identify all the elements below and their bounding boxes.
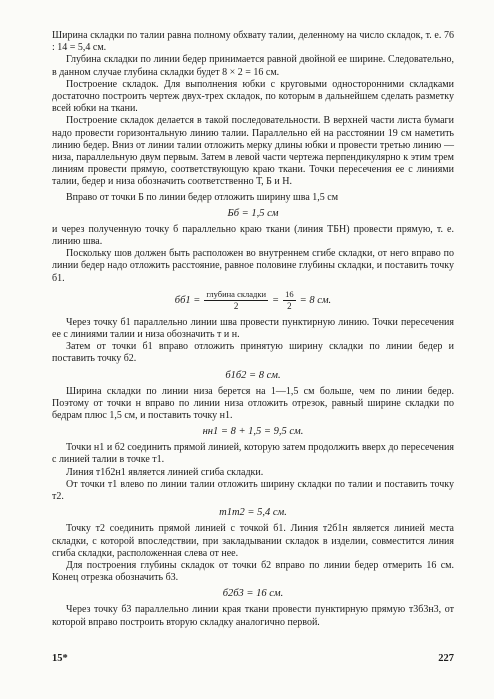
- page-footer: [52, 653, 454, 664]
- paragraph: От точки т1 влево по линии талии отложить ширину складки по талии и поставить точку т2.: [52, 478, 454, 503]
- formula-fraction: [52, 289, 454, 312]
- paragraph: Через точку б3 параллельно линии края ткани провести пунктирную прямую т3б3н3, от которой вправо построить вторую складку аналогично первой.: [52, 604, 454, 628]
- formula-equals: =: [272, 294, 280, 306]
- formula: Бб = 1,5 см: [227, 207, 279, 219]
- paragraph: Затем от точки б1 вправо отложить принятую ширину складки по линии бедер и поставить точку б2.: [52, 341, 454, 365]
- paragraph: Вправо от точки Б по линии бедер отложить ширину шва 1,5 см: [66, 191, 339, 203]
- paragraph: Ширина складки по линии низа берется на 1—1,5 см больше, чем по линии бедер. Поэтому от точки н вправо по линии низа отложить отрезок, равный ширине складки по бедрам плюс 1,5 см, и поставить точку н1.: [52, 385, 454, 422]
- paragraph: Построение складок. Для выполнения юбки с круговыми односторонними складками достаточно построить чертеж двух-трех складок, по которым в дальнейшем сделать разметку всей юбки на ткани.: [52, 78, 454, 115]
- paragraph: и через полученную точку б параллельно краю ткани (линия ТБН) провести прямую, т. е. линию шва.: [52, 223, 454, 248]
- formula-lhs: бб1 =: [174, 294, 201, 306]
- fraction: [283, 289, 296, 312]
- formula: б1б2 = 8 см.: [225, 369, 281, 381]
- fraction-denominator: 2: [233, 300, 239, 311]
- signature-mark: 15*: [52, 653, 68, 664]
- paragraph: Для построения глубины складок от точки б2 вправо по линии бедер отмерить 16 см. Конец отрезка обозначить б3.: [52, 559, 454, 584]
- fraction: [204, 289, 268, 312]
- fraction-numerator: глубина складки: [206, 288, 267, 299]
- paragraph: Ширина складки по талии равна полному обхвату талии, деленному на число складок, т. е. 76 : 14 = 5,4 см.: [52, 30, 454, 54]
- paragraph: Глубина складки по линии бедер принимается равной двойной ее ширине. Следовательно, в данном случае глубина складки будет 8 × 2 = 16 см.: [52, 54, 454, 78]
- formula: т1т2 = 5,4 см.: [219, 507, 287, 519]
- paragraph: Построение складок делается в такой последовательности. В верхней части листа бумаги надо провести горизонтальную линию талии. Параллельно ей на расстоянии 19 см наметить линию бедер. Вниз от линии талии отложить мерку длины юбки и провести третью линию — низа, параллельную двум первым. Затем в левой части чертежа перпендикулярно к этим трем линиям провести прямую, соответствующую краю ткани. Точки пересечения ее с линиями талии, бедер и низа обозначить соответственно Т, Б и Н.: [52, 115, 454, 188]
- formula: нн1 = 8 + 1,5 = 9,5 см.: [202, 426, 304, 438]
- paragraph: Точку т2 соединить прямой линией с точкой б1. Линия т2б1н является линией места складки, с которой впоследствии, при закладывании складок в изделии, совместится линия сгиба складки, расположенная слева от нее.: [52, 523, 454, 559]
- page-number: 227: [438, 653, 454, 664]
- paragraph: Линия т1б2н1 является линией сгиба складки.: [66, 466, 264, 478]
- formula: б2б3 = 16 см.: [222, 588, 284, 600]
- paragraph: Поскольку шов должен быть расположен во внутреннем сгибе складки, от него вправо по линии бедер надо отложить расстояние, равное половине глубины складки, и поставить точку б1.: [52, 248, 454, 284]
- formula-rhs: = 8 см.: [299, 294, 332, 306]
- fraction-denominator: 2: [287, 300, 292, 311]
- paragraph: Точки н1 и б2 соединить прямой линией, которую затем продолжить вверх до пересечения с линией талии в точке т1.: [52, 442, 454, 466]
- fraction-numerator: 16: [285, 288, 294, 299]
- paragraph: Через точку б1 параллельно линии шва провести пунктирную линию. Точки пересечения ее с линиями талии и низа обозначить т и н.: [52, 316, 454, 341]
